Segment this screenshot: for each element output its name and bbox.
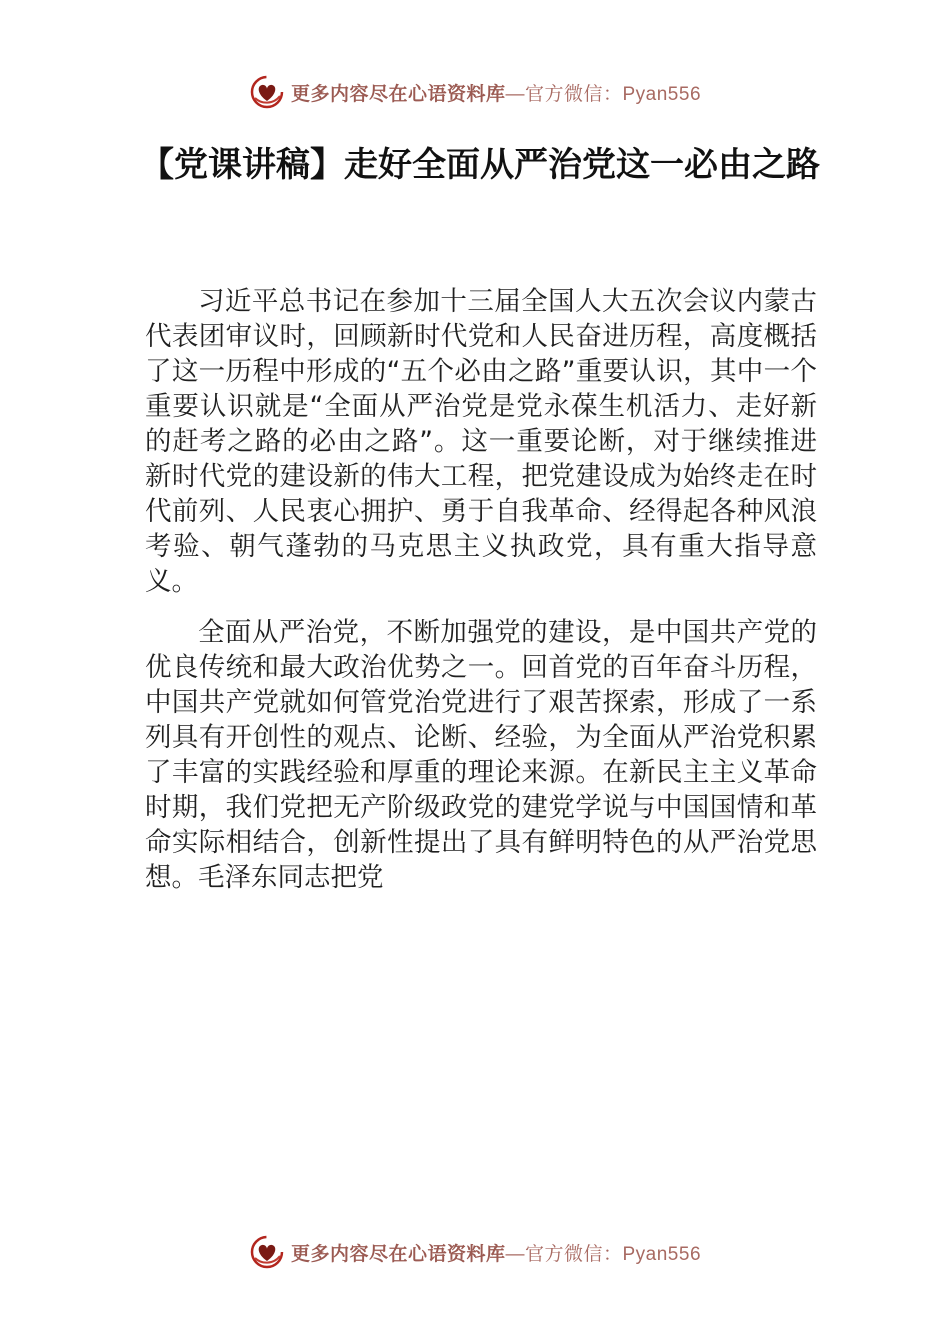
document-body [145,284,817,911]
header-brand-text: 更多内容尽在心语资料库 [290,82,506,105]
footer-contact-text: —官方微信：Pyan556 [505,1243,702,1265]
header-banner-text [291,79,701,106]
footer-brand-text: 更多内容尽在心语资料库 [290,1242,506,1265]
footer-banner-text [291,1239,701,1266]
header-banner [0,72,950,112]
heart-swirl-logo-icon [249,1234,285,1270]
document-title: 【党课讲稿】走好全面从严治党这一必由之路 [140,145,820,185]
footer-banner [0,1232,950,1272]
header-contact-text: —官方微信：Pyan556 [505,83,702,105]
paragraph-2: 全面从严治党，不断加强党的建设，是中国共产党的优良传统和最大政治优势之一。回首党的百年奋斗历程，中国共产党就如何管党治党进行了艰苦探索，形成了一系列具有开创性的观点、论断、经验，为全面从严治党积累了丰富的实践经验和厚重的理论来源。在新民主主义革命时期，我们党把无产阶级政党的建党学说与中国国情和革命实际相结合，创新性提出了具有鲜明特色的从严治党思想。毛泽东同志把党 [145,617,817,893]
heart-swirl-logo-icon [249,74,285,110]
paragraph-1: 习近平总书记在参加十三届全国人大五次会议内蒙古代表团审议时，回顾新时代党和人民奋进历程，高度概括了这一历程中形成的“五个必由之路”重要认识，其中一个重要认识就是“全面从严治党是党永葆生机活力、走好新的赶考之路的必由之路”。这一重要论断，对于继续推进新时代党的建设新的伟大工程，把党建设成为始终走在时代前列、人民衷心拥护、勇于自我革命、经得起各种风浪考验、朝气蓬勃的马克思主义执政党，具有重大指导意义。 [145,286,817,597]
